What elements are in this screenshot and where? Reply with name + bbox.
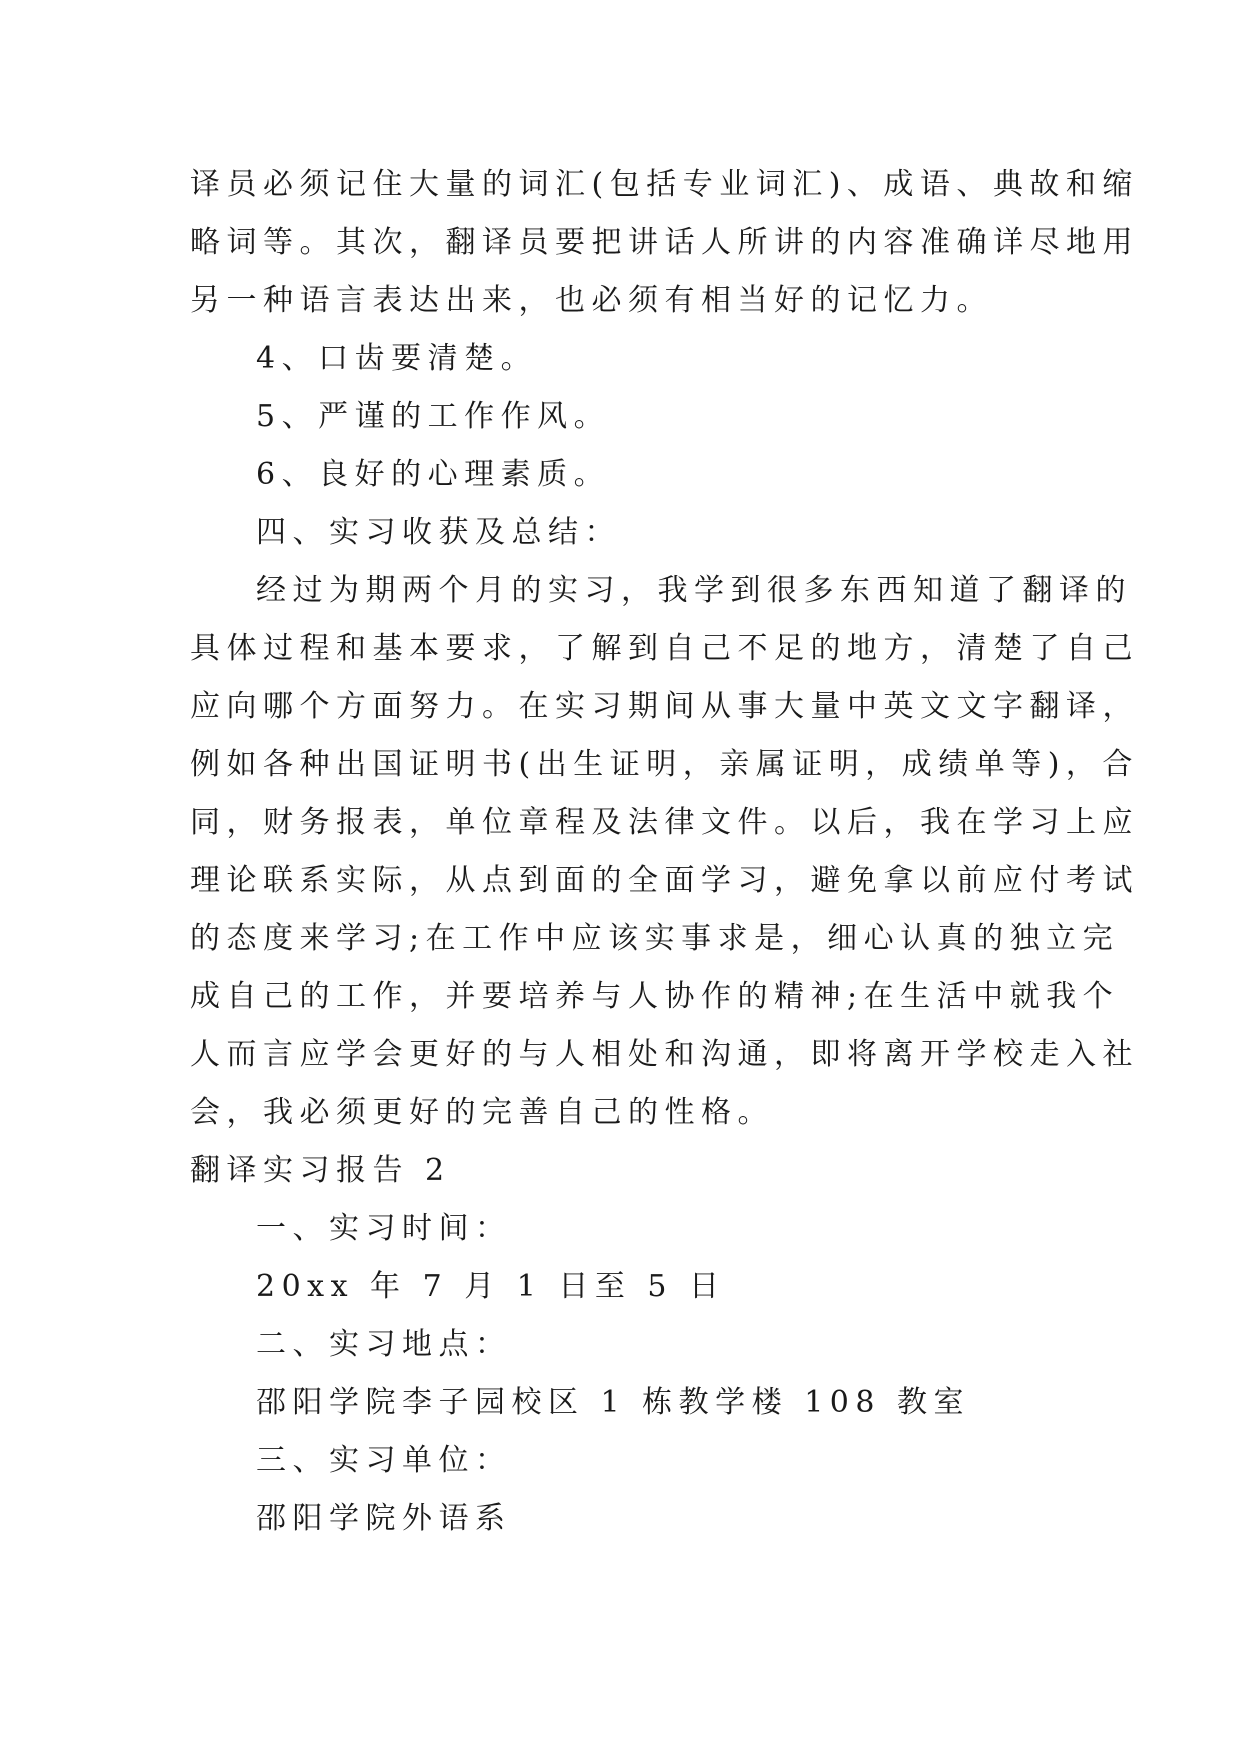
text-line: 应向哪个方面努力。在实习期间从事大量中英文文字翻译， bbox=[190, 689, 1139, 724]
text-line: 经过为期两个月的实习，我学到很多东西知道了翻译的 bbox=[256, 573, 1132, 608]
section-heading-time: 一、实习时间： bbox=[256, 1211, 512, 1246]
section-heading-place: 二、实习地点： bbox=[256, 1327, 512, 1362]
report-title: 翻译实习报告 2 bbox=[190, 1153, 451, 1188]
paragraph-summary bbox=[190, 562, 1139, 1142]
text-line: 例如各种出国证明书(出生证明，亲属证明，成绩单等)，合 bbox=[190, 747, 1139, 782]
text-line: 译员必须记住大量的词汇(包括专业词汇)、成语、典故和缩 bbox=[190, 167, 1139, 202]
text-line: 成自己的工作，并要培养与人协作的精神;在生活中就我个 bbox=[190, 979, 1120, 1014]
list-item-psychological-quality: 6、良好的心理素质。 bbox=[256, 457, 611, 492]
section-heading-summary: 四、实习收获及总结： bbox=[256, 515, 621, 550]
paragraph-memory-requirement bbox=[190, 156, 1139, 330]
text-line: 理论联系实际，从点到面的全面学习，避免拿以前应付考试 bbox=[190, 863, 1139, 898]
text-line: 另一种语言表达出来，也必须有相当好的记忆力。 bbox=[190, 283, 993, 318]
internship-time-value: 20xx 年 7 月 1 日至 5 日 bbox=[256, 1269, 726, 1304]
internship-unit-value: 邵阳学院外语系 bbox=[256, 1501, 512, 1536]
list-item-clear-speech: 4、口齿要清楚。 bbox=[256, 341, 538, 376]
text-line: 人而言应学会更好的与人相处和沟通，即将离开学校走入社 bbox=[190, 1037, 1139, 1072]
internship-place-value: 邵阳学院李子园校区 1 栋教学楼 108 教室 bbox=[256, 1385, 970, 1420]
section-heading-unit: 三、实习单位： bbox=[256, 1443, 512, 1478]
document-body bbox=[190, 156, 1139, 1548]
text-line: 同，财务报表，单位章程及法律文件。以后，我在学习上应 bbox=[190, 805, 1139, 840]
text-line: 略词等。其次，翻译员要把讲话人所讲的内容准确详尽地用 bbox=[190, 225, 1139, 260]
text-line: 具体过程和基本要求，了解到自己不足的地方，清楚了自己 bbox=[190, 631, 1139, 666]
text-line: 的态度来学习;在工作中应该实事求是，细心认真的独立完 bbox=[190, 921, 1120, 956]
list-item-work-style: 5、严谨的工作作风。 bbox=[256, 399, 611, 434]
text-line: 会，我必须更好的完善自己的性格。 bbox=[190, 1095, 774, 1130]
